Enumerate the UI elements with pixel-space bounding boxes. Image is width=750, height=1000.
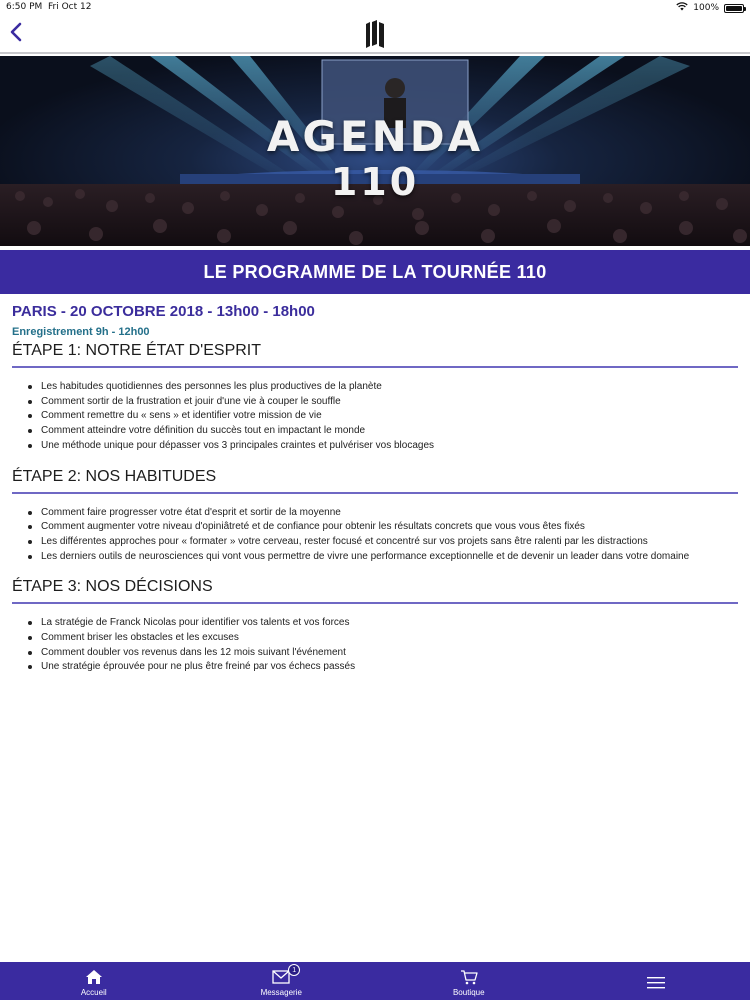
program-banner-title: LE PROGRAMME DE LA TOURNÉE 110 [203, 261, 547, 282]
list-item: Une stratégie éprouvée pour ne plus être freiné par vos échecs passés [28, 660, 738, 675]
tab-label: Messagerie [260, 988, 302, 997]
back-button[interactable] [4, 20, 28, 48]
unread-badge: 1 [288, 964, 300, 976]
brand-logo-icon [363, 18, 387, 50]
list-item: Comment briser les obstacles et les excuses [28, 631, 738, 646]
list-item: Comment sortir de la frustration et jouir d'une vie à couper le souffle [28, 395, 738, 410]
status-date: Fri Oct 12 [48, 2, 92, 12]
program-content [12, 302, 738, 687]
chevron-left-icon [9, 22, 23, 46]
status-time: 6:50 PM [6, 2, 43, 12]
hero-banner-image [0, 56, 750, 246]
step-1-section [12, 340, 738, 454]
list-item: Les derniers outils de neurosciences qui vont vous permettre de vivre une performance exceptionnelle et de devenir un leader dans votre domaine [28, 550, 738, 565]
tab-label: Accueil [80, 988, 107, 997]
event-date: PARIS - 20 OCTOBRE 2018 - 13h00 - 18h00 [12, 303, 315, 320]
list-item: Les différentes approches pour « formater » votre cerveau, rester focusé et concentré sur vos projets sans être ralenti par les distractions [28, 535, 738, 550]
list-item: Comment remettre du « sens » et identifier votre mission de vie [28, 409, 738, 424]
tab-bar [0, 962, 750, 1000]
tab-menu[interactable] [563, 962, 750, 1000]
list-item: Une méthode unique pour dépasser vos 3 principales craintes et pulvériser vos blocages [28, 439, 738, 454]
tab-boutique[interactable] [375, 962, 563, 1000]
status-bar [0, 0, 750, 16]
navigation-bar [0, 16, 750, 54]
step-items [12, 506, 738, 565]
step-3-section [12, 576, 738, 675]
step-title: ÉTAPE 1: NOTRE ÉTAT D'ESPRIT [12, 340, 738, 368]
list-item: Comment doubler vos revenus dans les 12 mois suivant l'événement [28, 646, 738, 661]
program-banner [0, 250, 750, 294]
step-2-section [12, 466, 738, 565]
list-item: Comment faire progresser votre état d'esprit et sortir de la moyenne [28, 506, 738, 521]
hero-title: AGENDA [266, 112, 484, 161]
battery-icon [724, 4, 744, 13]
list-item: Comment augmenter votre niveau d'opiniâtreté et de confiance pour obtenir les résultats concrets que vous vous êtes fixés [28, 520, 738, 535]
registration-hours: Enregistrement 9h - 12h00 [12, 326, 150, 338]
battery-fill [726, 6, 742, 11]
tab-label: Boutique [452, 988, 485, 997]
step-title: ÉTAPE 2: NOS HABITUDES [12, 466, 738, 494]
step-title: ÉTAPE 3: NOS DÉCISIONS [12, 576, 738, 604]
list-item: Les habitudes quotidiennes des personnes les plus productives de la planète [28, 380, 738, 395]
menu-icon [647, 974, 665, 992]
cart-icon [460, 968, 478, 986]
list-item: La stratégie de Franck Nicolas pour identifier vos talents et vos forces [28, 616, 738, 631]
tab-accueil[interactable] [0, 962, 188, 1000]
tab-messagerie[interactable] [188, 962, 376, 1000]
status-indicators [676, 2, 744, 14]
hero-subtitle: 110 [330, 160, 420, 204]
wifi-icon [676, 2, 688, 14]
battery-percent: 100% [693, 3, 719, 13]
home-icon [85, 968, 103, 986]
step-items [12, 380, 738, 454]
step-items [12, 616, 738, 675]
mail-icon [272, 966, 297, 986]
list-item: Comment atteindre votre définition du succès tout en impactant le monde [28, 424, 738, 439]
